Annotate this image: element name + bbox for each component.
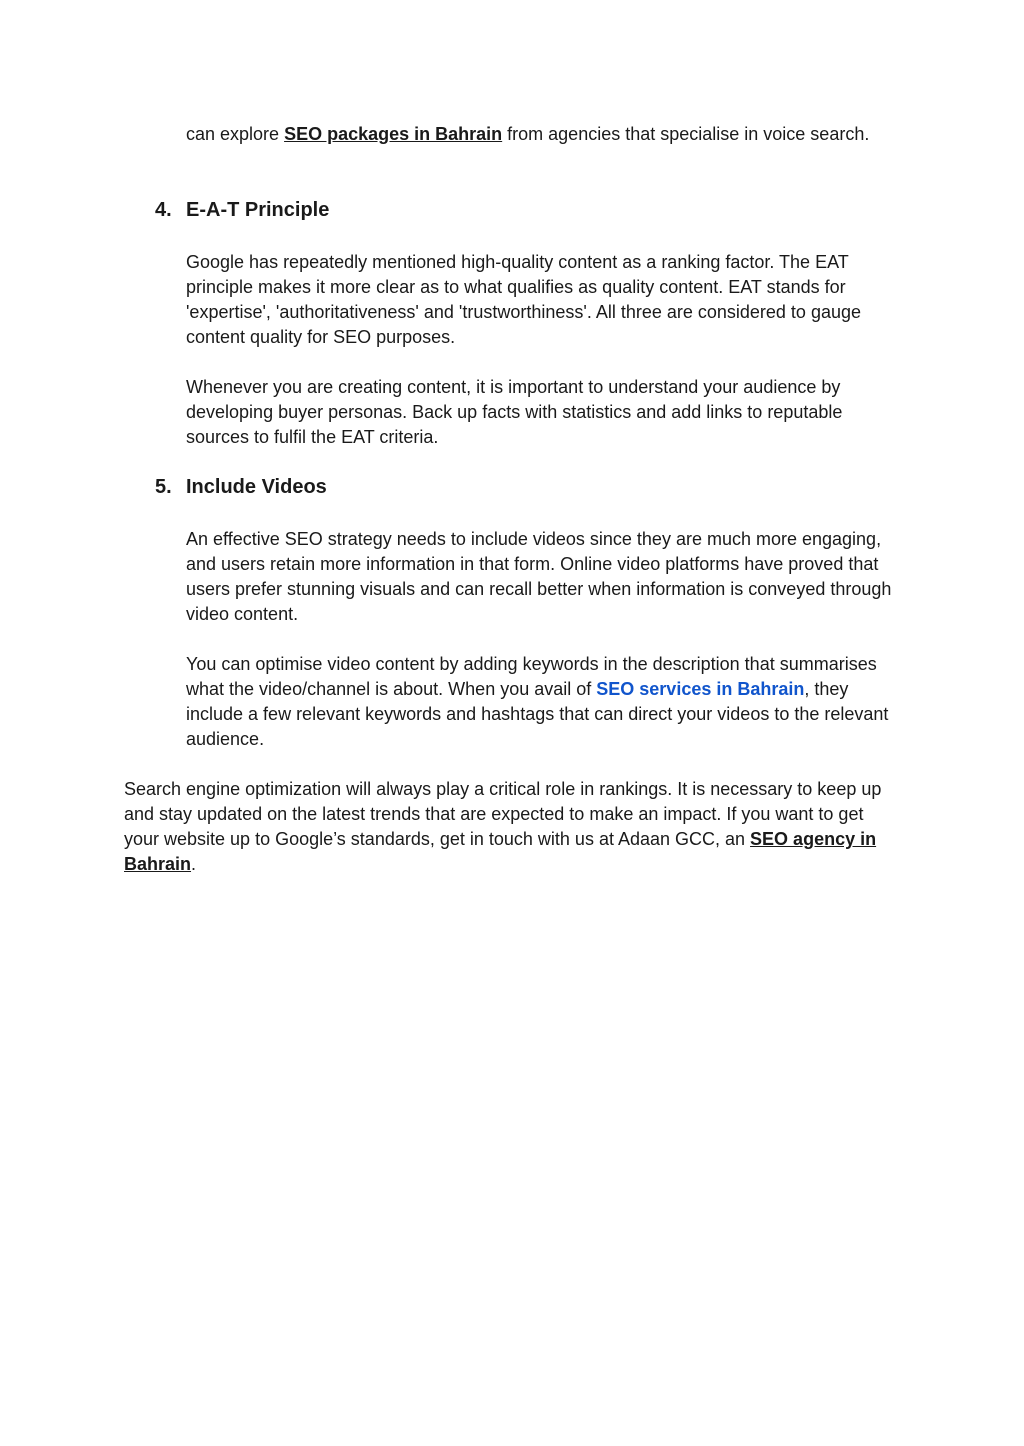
seo-services-link[interactable]: SEO services in Bahrain <box>596 679 805 699</box>
section-4-title: E-A-T Principle <box>186 199 330 221</box>
conclusion-paragraph <box>124 777 902 877</box>
section-5-heading <box>155 475 327 500</box>
section-5-text-post: , they include a few relevant keywords and hashtags that can direct your videos to the relevant audience. <box>186 679 889 749</box>
section-5-number: 5. <box>155 476 172 498</box>
section-5-paragraph-2 <box>186 652 902 752</box>
section-4-heading <box>155 198 329 223</box>
section-5-paragraph-1: An effective SEO strategy needs to include videos since they are much more engaging, and users retain more information in that form. Online video platforms have proved that users prefer stunning visuals and can recall better when information is conveyed through video content. <box>186 529 892 624</box>
intro-paragraph <box>186 122 902 147</box>
seo-packages-link[interactable]: SEO packages in Bahrain <box>284 124 503 144</box>
section-5-text-pre: You can optimise video content by adding keywords in the description that summarises what the video/channel is about. When you avail of <box>186 654 877 699</box>
section-5-title: Include Videos <box>186 476 327 498</box>
seo-agency-link[interactable]: SEO agency in Bahrain <box>124 829 877 874</box>
intro-text-pre: can explore <box>186 124 285 144</box>
section-4-paragraph-2: Whenever you are creating content, it is important to understand your audience by developing buyer personas. Back up facts with statistics and add links to reputable sources to fulfil the EAT criteria. <box>186 377 843 447</box>
section-4-number: 4. <box>155 199 172 221</box>
conclusion-text-post: . <box>191 854 197 874</box>
section-4-paragraph-1: Google has repeatedly mentioned high-quality content as a ranking factor. The EAT principle makes it more clear as to what qualifies as quality content. EAT stands for 'expertise', 'authoritativeness' and 'trustworthiness'. All three are considered to gauge content quality for SEO purposes. <box>186 252 861 347</box>
conclusion-text-pre: Search engine optimization will always play a critical role in rankings. It is necessary to keep up and stay updated on the latest trends that are expected to make an impact. If you want to get your website up to Google’s standards, get in touch with us at Adaan GCC, an <box>124 779 882 849</box>
intro-text-post: from agencies that specialise in voice search. <box>502 124 870 144</box>
